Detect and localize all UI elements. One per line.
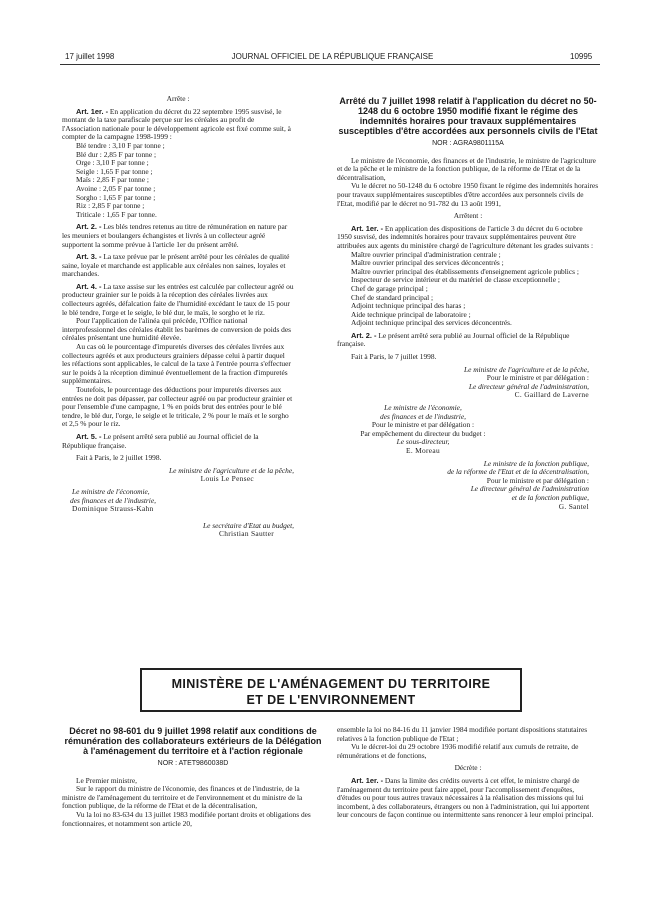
header-journal: JOURNAL OFFICIEL DE LA RÉPUBLIQUE FRANÇAISE <box>231 52 434 61</box>
article-4: Art. 4. - La taxe assise sur les entrées est calculée par collecteur agréé ou producteur grainier sur le poids à la réception des céréales livrées aux collecteurs agréés, défalcation faite de l'humidité excédant le taux de 15 pour le blé tendre, l'orge et le seigle, le blé dur, le maïs, le sorgho et le riz. <box>62 281 294 317</box>
article-1: Art. 1er. - Dans la limite des crédits ouverts à cet effet, le ministre chargé de l'aménagement du territoire peut faire appel, pour l'accomplissement d'enquêtes, d'études ou pour tous autres travaux nécessaires à la réalisation des missions qui lui incombent, à des collaborateurs, étrangers ou non à l'administration, qui lui apportent leur concours de façon continue ou intermittente sans renoncer à leur emploi principal. <box>337 775 594 820</box>
signature-name: Louis Le Pensec <box>200 474 254 484</box>
arretent-heading: Arrêtent : <box>453 211 483 221</box>
grade-item: Maître ouvrier principal des établissements d'enseignement agricole publics ; <box>351 266 579 276</box>
signature-block-agriculture: Le ministre de l'agriculture et de la pêche, Pour le ministre et par délégation : Le directeur général de l'administration, C. Gaillard de Laverne <box>463 364 589 400</box>
visa-continued: ensemble la loi no 84-16 du 11 janvier 1984 modifiée portant dispositions statutaires relatives à la fonction publique de l'Etat ; <box>337 725 588 743</box>
rate-item: Seigle : 1,65 F par tonne ; <box>76 166 153 176</box>
signature-title: Le secrétaire d'Etat au budget, <box>202 520 294 530</box>
visa: Vu la loi no 83-634 du 13 juillet 1983 modifiée portant droits et obligations des fonctionnaires, et notamment son article 20, <box>62 809 311 828</box>
preamble: Le Premier ministre, <box>76 775 137 785</box>
article-3: Art. 3. - La taxe prévue par le présent arrêté pour les céréales de qualité saine, loyale et marchande est applicable aux céréales non saines, loyales et marchandes. <box>62 252 290 279</box>
arrete-title: Arrêté du 7 juillet 1998 relatif à l'application du décret no 50-1248 du 6 octobre 1950 modifié fixant le régime des indemnités horaires pour travaux supplémentaires susceptibles d'être accordées aux personnels civils de l'Etat <box>338 96 598 136</box>
ministry-title-line1: MINISTÈRE DE L'AMÉNAGEMENT DU TERRITOIRE <box>171 677 491 691</box>
rate-item: Orge : 3,10 F par tonne ; <box>76 158 149 168</box>
rate-item: Maïs : 2,85 F par tonne ; <box>76 175 149 185</box>
article-4-paragraph: Pour l'application de l'alinéa qui précède, l'Office national interprofessionnel des céréales établit les barèmes de conversion de poids des céréales présentant une humidité élevée. <box>62 316 292 343</box>
right-column <box>337 96 599 511</box>
article-2: Art. 2. - Les blés tendres retenus au titre de rémunération en nature par les meuniers et boulangers échangistes et livrés à un collecteur agréé supportent la somme prévue à l'article 1er du présent arrêté. <box>62 222 288 249</box>
ministry-title-line2: ET DE L'ENVIRONNEMENT <box>246 693 416 707</box>
preamble: Le ministre de l'économie, des finances et de l'industrie, le ministre de l'agriculture et de la pêche et le ministre de la fonction publique, de la réforme de l'Etat et de la décentralisation, <box>337 155 596 182</box>
header-page-number: 10995 <box>570 52 593 61</box>
rate-item: Avoine : 2,05 F par tonne ; <box>76 183 156 193</box>
grade-item: Chef de standard principal ; <box>351 292 434 302</box>
article-4-paragraph: Toutefois, le pourcentage des déductions pour impuretés diverses aux entrées ne doit pas dépasser, par collecteur agréé ou par producteur grainier et pour l'ensemble d'une campagne, 1 % en poids brut des entrées pour le blé tendre, le blé dur, l'orge, le seigle et le triticale, 2 % pour le maïs et le sorgho et 2,5 % pour le riz. <box>62 385 293 429</box>
rate-item: Riz : 2,85 F par tonne ; <box>76 201 145 211</box>
article-1: Art. 1er. - En application du décret du 22 septembre 1995 susvisé, le montant de la taxe parafiscale perçue sur les céréales au profit de l'Association nationale pour le développement agricole est fixé comme suit, à compter de la campagne 1998-1999 : <box>62 106 291 142</box>
signature-title: Le ministre de l'économie, <box>72 486 150 496</box>
nor-reference: NOR : AGRA9801115A <box>432 140 504 147</box>
rate-item: Blé tendre : 3,10 F par tonne ; <box>76 140 165 150</box>
signature-name: Christian Sautter <box>219 529 274 539</box>
article-4-paragraph: Au cas où le pourcentage d'impuretés diverses des céréales livrées aux collecteurs agréés et aux producteurs grainiers dépasse celui à partir duquel les réfactions sont applicables, le calcul de la taxe à l'entrée pourra s'effectuer sur le poids à la réception diminué éventuellement de la fraction d'impuretés supplémentaires. <box>62 342 291 386</box>
left-column <box>62 95 294 539</box>
grade-item: Chef de garage principal ; <box>351 283 428 293</box>
signature-block-fonction-publique: Le ministre de la fonction publique, de la réforme de l'Etat et de la décentralisation, Pour le ministre et par délégation : Le directeur général de l'administration et de la fonction publique, G. Santel <box>447 458 589 511</box>
article-1: Art. 1er. - En application des dispositions de l'article 3 du décret du 6 octobre 1950 susvisé, des indemnités horaires pour travaux supplémentaires peuvent être attribuées aux agents du ministère chargé de l'agriculture détenant les grades suivants : <box>337 223 594 250</box>
rapport: Sur le rapport du ministre de l'économie, des finances et de l'industrie, de la ministre de l'aménagement du territoire et de l'environnement et du ministre de la fonction publique, de la réforme de l'Etat et de la décentralisation, <box>62 784 303 811</box>
header-date: 17 juillet 1998 <box>65 52 115 61</box>
decrete-heading: Décrète : <box>454 763 482 773</box>
ministry-banner <box>140 668 522 712</box>
decret-title: Décret no 98-601 du 9 juillet 1998 relatif aux conditions de rémunération des collaborateurs extérieurs de la Délégation à l'aménagement du territoire et à l'action régionale <box>64 726 322 756</box>
grade-item: Maître ouvrier principal d'administration centrale ; <box>351 249 501 259</box>
grade-item: Aide technique principal de laboratoire ; <box>351 309 471 319</box>
header-rule <box>60 64 600 65</box>
signature-block-economie: Le ministre de l'économie, des finances et de l'industrie, Pour le ministre et par délégation : Par empêchement du directeur du budget : Le sous-directeur, E. Moreau <box>360 403 486 455</box>
grade-item: Inspecteur de service intérieur et du matériel de classe exceptionnelle ; <box>351 275 560 285</box>
article-5: Art. 5. - Le présent arrêté sera publié au Journal officiel de la République française. <box>62 431 259 450</box>
done-at: Fait à Paris, le 2 juillet 1998. <box>76 453 162 463</box>
signature-title: Le ministre de l'agriculture et de la pêche, <box>168 465 294 475</box>
visa: Vu le décret no 50-1248 du 6 octobre 1950 fixant le régime des indemnités horaires pour travaux supplémentaires susceptibles d'être accordées aux personnels civils de l'Etat, modifié par le décret no 91-782 du 13 août 1991, <box>337 181 599 208</box>
arrete-heading: Arrête : <box>166 94 190 103</box>
bottom-right-column <box>337 726 599 820</box>
grade-item: Maître ouvrier principal des services déconcentrés ; <box>351 258 504 268</box>
visa: Vu le décret-loi du 29 octobre 1936 modifié relatif aux cumuls de retraite, de rémunérations et de fonctions, <box>337 742 579 760</box>
signature-title: des finances et de l'industrie, <box>70 495 156 505</box>
bottom-left-column <box>62 726 324 828</box>
signature-name: Dominique Strauss-Kahn <box>72 504 154 514</box>
rate-item: Blé dur : 2,85 F par tonne ; <box>76 149 157 159</box>
grade-item: Adjoint technique principal des haras ; <box>351 301 466 311</box>
nor-reference: NOR : ATET9860038D <box>157 760 229 767</box>
grade-item: Adjoint technique principal des services déconcentrés. <box>351 318 512 328</box>
done-at: Fait à Paris, le 7 juillet 1998. <box>351 352 437 362</box>
article-2: Art. 2. - Le présent arrêté sera publié au Journal officiel de la République française. <box>337 330 570 349</box>
rate-item: Sorgho : 1,65 F par tonne ; <box>76 192 156 202</box>
rate-item: Triticale : 1,65 F par tonne. <box>76 209 157 219</box>
